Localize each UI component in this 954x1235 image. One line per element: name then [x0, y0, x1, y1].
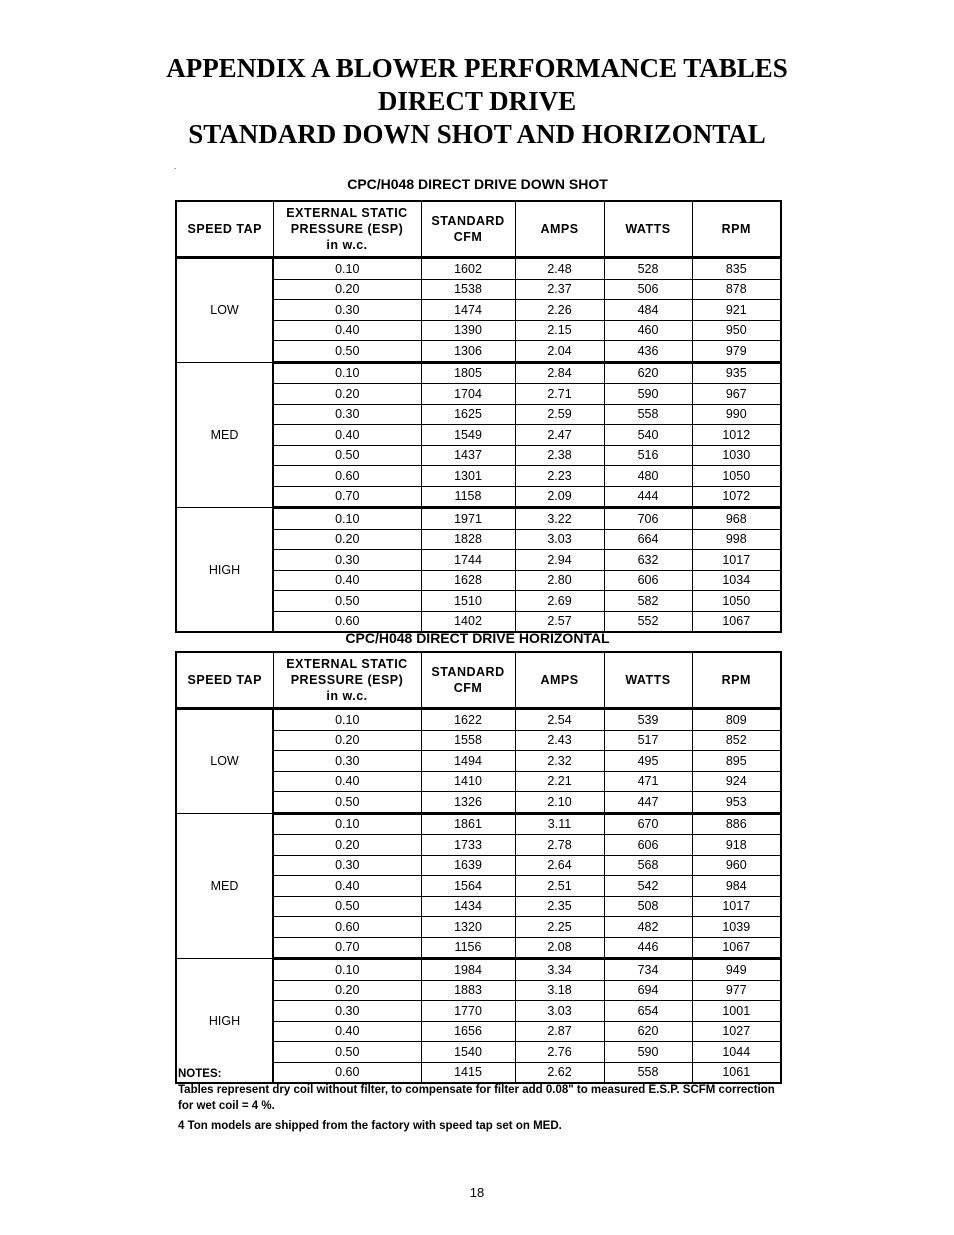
- watts-cell: 552: [604, 611, 692, 632]
- esp-cell: 0.40: [273, 876, 421, 897]
- cfm-cell: 1306: [421, 341, 515, 363]
- amps-cell: 2.25: [515, 917, 604, 938]
- watts-cell: 620: [604, 1021, 692, 1042]
- amps-cell: 2.09: [515, 486, 604, 508]
- amps-cell: 2.26: [515, 300, 604, 321]
- cfm-cell: 1564: [421, 876, 515, 897]
- esp-cell: 0.30: [273, 751, 421, 772]
- speed-tap-cell: MED: [176, 813, 273, 959]
- speed-tap-cell: HIGH: [176, 959, 273, 1084]
- amps-cell: 2.35: [515, 896, 604, 917]
- cfm-cell: 1622: [421, 709, 515, 731]
- rpm-cell: 998: [692, 529, 781, 550]
- watts-cell: 734: [604, 959, 692, 981]
- table-header-row: [176, 652, 781, 709]
- watts-cell: 517: [604, 730, 692, 751]
- watts-cell: 446: [604, 937, 692, 959]
- amps-cell: 2.54: [515, 709, 604, 731]
- cfm-cell: 1984: [421, 959, 515, 981]
- watts-cell: 568: [604, 855, 692, 876]
- watts-cell: 582: [604, 591, 692, 612]
- esp-cell: 0.20: [273, 730, 421, 751]
- table-row: [176, 813, 781, 835]
- title-line-3: STANDARD DOWN SHOT AND HORIZONTAL: [188, 119, 766, 149]
- watts-cell: 606: [604, 835, 692, 856]
- watts-cell: 590: [604, 384, 692, 405]
- cfm-cell: 1549: [421, 425, 515, 446]
- esp-cell: 0.30: [273, 1001, 421, 1022]
- esp-cell: 0.50: [273, 445, 421, 466]
- cfm-cell: 1474: [421, 300, 515, 321]
- amps-cell: 2.84: [515, 362, 604, 384]
- rpm-cell: 878: [692, 279, 781, 300]
- amps-cell: 3.34: [515, 959, 604, 981]
- cfm-cell: 1437: [421, 445, 515, 466]
- header-cfm-line1: STANDARD: [431, 214, 505, 228]
- cfm-cell: 1625: [421, 404, 515, 425]
- header-watts: WATTS: [604, 201, 692, 258]
- cfm-cell: 1390: [421, 320, 515, 341]
- amps-cell: 2.80: [515, 570, 604, 591]
- table-row: [176, 362, 781, 384]
- rpm-cell: 1044: [692, 1042, 781, 1063]
- amps-cell: 2.32: [515, 751, 604, 772]
- rpm-cell: 1030: [692, 445, 781, 466]
- esp-cell: 0.60: [273, 917, 421, 938]
- table-row: [176, 709, 781, 731]
- esp-cell: 0.70: [273, 937, 421, 959]
- cfm-cell: 1656: [421, 1021, 515, 1042]
- cfm-cell: 1510: [421, 591, 515, 612]
- header-esp-line2: PRESSURE (ESP): [290, 673, 404, 687]
- esp-cell: 0.40: [273, 425, 421, 446]
- rpm-cell: 852: [692, 730, 781, 751]
- cfm-cell: 1415: [421, 1062, 515, 1083]
- esp-cell: 0.60: [273, 611, 421, 632]
- cfm-cell: 1158: [421, 486, 515, 508]
- rpm-cell: 1067: [692, 611, 781, 632]
- esp-cell: 0.30: [273, 404, 421, 425]
- amps-cell: 3.22: [515, 508, 604, 530]
- esp-cell: 0.10: [273, 709, 421, 731]
- header-amps: AMPS: [515, 201, 604, 258]
- watts-cell: 539: [604, 709, 692, 731]
- amps-cell: 2.48: [515, 258, 604, 280]
- header-standard-cfm: [421, 652, 515, 709]
- rpm-cell: 1017: [692, 550, 781, 571]
- header-rpm: RPM: [692, 201, 781, 258]
- rpm-cell: 918: [692, 835, 781, 856]
- esp-cell: 0.10: [273, 362, 421, 384]
- speed-tap-cell: LOW: [176, 709, 273, 814]
- table-row: [176, 959, 781, 981]
- watts-cell: 654: [604, 1001, 692, 1022]
- cfm-cell: 1558: [421, 730, 515, 751]
- header-cfm-line2: CFM: [453, 681, 483, 695]
- rpm-cell: 924: [692, 771, 781, 792]
- watts-cell: 460: [604, 320, 692, 341]
- esp-cell: 0.40: [273, 320, 421, 341]
- stray-mark: .: [174, 162, 177, 171]
- esp-cell: 0.40: [273, 570, 421, 591]
- rpm-cell: 968: [692, 508, 781, 530]
- watts-cell: 471: [604, 771, 692, 792]
- header-cfm-line1: STANDARD: [431, 665, 505, 679]
- esp-cell: 0.50: [273, 341, 421, 363]
- watts-cell: 706: [604, 508, 692, 530]
- watts-cell: 620: [604, 362, 692, 384]
- esp-cell: 0.10: [273, 258, 421, 280]
- page-number: 18: [469, 1185, 485, 1200]
- rpm-cell: 1012: [692, 425, 781, 446]
- cfm-cell: 1805: [421, 362, 515, 384]
- rpm-cell: 950: [692, 320, 781, 341]
- header-speed-tap: SPEED TAP: [176, 652, 273, 709]
- cfm-cell: 1301: [421, 466, 515, 487]
- notes-heading: NOTES:: [178, 1068, 222, 1080]
- amps-cell: 2.64: [515, 855, 604, 876]
- watts-cell: 528: [604, 258, 692, 280]
- amps-cell: 2.37: [515, 279, 604, 300]
- speed-tap-cell: MED: [176, 362, 273, 508]
- esp-cell: 0.50: [273, 792, 421, 814]
- esp-cell: 0.50: [273, 896, 421, 917]
- amps-cell: 2.78: [515, 835, 604, 856]
- watts-cell: 508: [604, 896, 692, 917]
- esp-cell: 0.20: [273, 384, 421, 405]
- watts-cell: 506: [604, 279, 692, 300]
- cfm-cell: 1494: [421, 751, 515, 772]
- cfm-cell: 1628: [421, 570, 515, 591]
- amps-cell: 2.76: [515, 1042, 604, 1063]
- header-watts: WATTS: [604, 652, 692, 709]
- header-rpm: RPM: [692, 652, 781, 709]
- amps-cell: 2.51: [515, 876, 604, 897]
- amps-cell: 2.57: [515, 611, 604, 632]
- esp-cell: 0.60: [273, 466, 421, 487]
- header-esp-line1: EXTERNAL STATIC: [286, 657, 408, 671]
- amps-cell: 2.62: [515, 1062, 604, 1083]
- amps-cell: 2.38: [515, 445, 604, 466]
- watts-cell: 542: [604, 876, 692, 897]
- cfm-cell: 1861: [421, 813, 515, 835]
- watts-cell: 436: [604, 341, 692, 363]
- title-line-2: DIRECT DRIVE: [377, 86, 577, 116]
- rpm-cell: 984: [692, 876, 781, 897]
- watts-cell: 632: [604, 550, 692, 571]
- esp-cell: 0.50: [273, 1042, 421, 1063]
- amps-cell: 2.59: [515, 404, 604, 425]
- watts-cell: 484: [604, 300, 692, 321]
- table-caption-horizontal: CPC/H048 DIRECT DRIVE HORIZONTAL: [345, 630, 610, 646]
- rpm-cell: 1039: [692, 917, 781, 938]
- esp-cell: 0.20: [273, 980, 421, 1001]
- cfm-cell: 1828: [421, 529, 515, 550]
- page-title: [0, 52, 954, 151]
- watts-cell: 480: [604, 466, 692, 487]
- watts-cell: 664: [604, 529, 692, 550]
- rpm-cell: 921: [692, 300, 781, 321]
- rpm-cell: 835: [692, 258, 781, 280]
- esp-cell: 0.20: [273, 835, 421, 856]
- speed-tap-cell: LOW: [176, 258, 273, 363]
- esp-cell: 0.30: [273, 550, 421, 571]
- cfm-cell: 1602: [421, 258, 515, 280]
- downshot-performance-table: [175, 200, 782, 633]
- cfm-cell: 1733: [421, 835, 515, 856]
- cfm-cell: 1156: [421, 937, 515, 959]
- header-esp-line2: PRESSURE (ESP): [290, 222, 404, 236]
- watts-cell: 447: [604, 792, 692, 814]
- amps-cell: 2.94: [515, 550, 604, 571]
- note-filter-correction: Tables represent dry coil without filter, to compensate for filter add 0.08" to measured E.S.P. SCFM correction for wet coil = 4 %.: [178, 1084, 775, 1112]
- watts-cell: 444: [604, 486, 692, 508]
- rpm-cell: 1061: [692, 1062, 781, 1083]
- esp-cell: 0.60: [273, 1062, 421, 1083]
- esp-cell: 0.10: [273, 508, 421, 530]
- amps-cell: 2.15: [515, 320, 604, 341]
- rpm-cell: 1034: [692, 570, 781, 591]
- cfm-cell: 1704: [421, 384, 515, 405]
- amps-cell: 2.47: [515, 425, 604, 446]
- rpm-cell: 935: [692, 362, 781, 384]
- watts-cell: 516: [604, 445, 692, 466]
- amps-cell: 2.69: [515, 591, 604, 612]
- cfm-cell: 1770: [421, 1001, 515, 1022]
- rpm-cell: 1072: [692, 486, 781, 508]
- amps-cell: 2.21: [515, 771, 604, 792]
- amps-cell: 3.18: [515, 980, 604, 1001]
- esp-cell: 0.50: [273, 591, 421, 612]
- table-body: [176, 258, 781, 633]
- table-body: [176, 709, 781, 1084]
- header-standard-cfm: [421, 201, 515, 258]
- cfm-cell: 1326: [421, 792, 515, 814]
- rpm-cell: 886: [692, 813, 781, 835]
- table-header-row: [176, 201, 781, 258]
- header-amps: AMPS: [515, 652, 604, 709]
- header-esp: [273, 652, 421, 709]
- table-caption-downshot: CPC/H048 DIRECT DRIVE DOWN SHOT: [347, 176, 608, 192]
- speed-tap-cell: HIGH: [176, 508, 273, 633]
- amps-cell: 2.71: [515, 384, 604, 405]
- rpm-cell: 895: [692, 751, 781, 772]
- header-esp-line3: in w.c.: [326, 689, 368, 703]
- rpm-cell: 1050: [692, 466, 781, 487]
- esp-cell: 0.10: [273, 959, 421, 981]
- note-factory-speed-tap: 4 Ton models are shipped from the factory with speed tap set on MED.: [178, 1120, 562, 1132]
- header-cfm-line2: CFM: [453, 230, 483, 244]
- header-speed-tap: SPEED TAP: [176, 201, 273, 258]
- watts-cell: 558: [604, 1062, 692, 1083]
- watts-cell: 670: [604, 813, 692, 835]
- watts-cell: 540: [604, 425, 692, 446]
- table-row: [176, 258, 781, 280]
- esp-cell: 0.40: [273, 771, 421, 792]
- esp-cell: 0.10: [273, 813, 421, 835]
- amps-cell: 3.03: [515, 529, 604, 550]
- cfm-cell: 1639: [421, 855, 515, 876]
- esp-cell: 0.20: [273, 279, 421, 300]
- cfm-cell: 1320: [421, 917, 515, 938]
- cfm-cell: 1538: [421, 279, 515, 300]
- horizontal-performance-table: [175, 651, 782, 1084]
- watts-cell: 558: [604, 404, 692, 425]
- amps-cell: 2.10: [515, 792, 604, 814]
- title-line-1: APPENDIX A BLOWER PERFORMANCE TABLES: [166, 53, 788, 83]
- watts-cell: 482: [604, 917, 692, 938]
- esp-cell: 0.30: [273, 855, 421, 876]
- esp-cell: 0.70: [273, 486, 421, 508]
- rpm-cell: 953: [692, 792, 781, 814]
- watts-cell: 606: [604, 570, 692, 591]
- watts-cell: 694: [604, 980, 692, 1001]
- esp-cell: 0.30: [273, 300, 421, 321]
- rpm-cell: 1017: [692, 896, 781, 917]
- rpm-cell: 1001: [692, 1001, 781, 1022]
- table-row: [176, 508, 781, 530]
- cfm-cell: 1410: [421, 771, 515, 792]
- amps-cell: 3.03: [515, 1001, 604, 1022]
- cfm-cell: 1744: [421, 550, 515, 571]
- rpm-cell: 1027: [692, 1021, 781, 1042]
- cfm-cell: 1540: [421, 1042, 515, 1063]
- rpm-cell: 809: [692, 709, 781, 731]
- amps-cell: 2.23: [515, 466, 604, 487]
- rpm-cell: 960: [692, 855, 781, 876]
- rpm-cell: 990: [692, 404, 781, 425]
- esp-cell: 0.20: [273, 529, 421, 550]
- rpm-cell: 1050: [692, 591, 781, 612]
- cfm-cell: 1971: [421, 508, 515, 530]
- amps-cell: 2.87: [515, 1021, 604, 1042]
- rpm-cell: 979: [692, 341, 781, 363]
- notes-section: [178, 1066, 778, 1134]
- header-esp-line1: EXTERNAL STATIC: [286, 206, 408, 220]
- rpm-cell: 967: [692, 384, 781, 405]
- amps-cell: 2.43: [515, 730, 604, 751]
- watts-cell: 495: [604, 751, 692, 772]
- esp-cell: 0.40: [273, 1021, 421, 1042]
- amps-cell: 2.04: [515, 341, 604, 363]
- amps-cell: 2.08: [515, 937, 604, 959]
- rpm-cell: 977: [692, 980, 781, 1001]
- cfm-cell: 1883: [421, 980, 515, 1001]
- header-esp-line3: in w.c.: [326, 238, 368, 252]
- header-esp: [273, 201, 421, 258]
- cfm-cell: 1402: [421, 611, 515, 632]
- rpm-cell: 949: [692, 959, 781, 981]
- watts-cell: 590: [604, 1042, 692, 1063]
- cfm-cell: 1434: [421, 896, 515, 917]
- amps-cell: 3.11: [515, 813, 604, 835]
- rpm-cell: 1067: [692, 937, 781, 959]
